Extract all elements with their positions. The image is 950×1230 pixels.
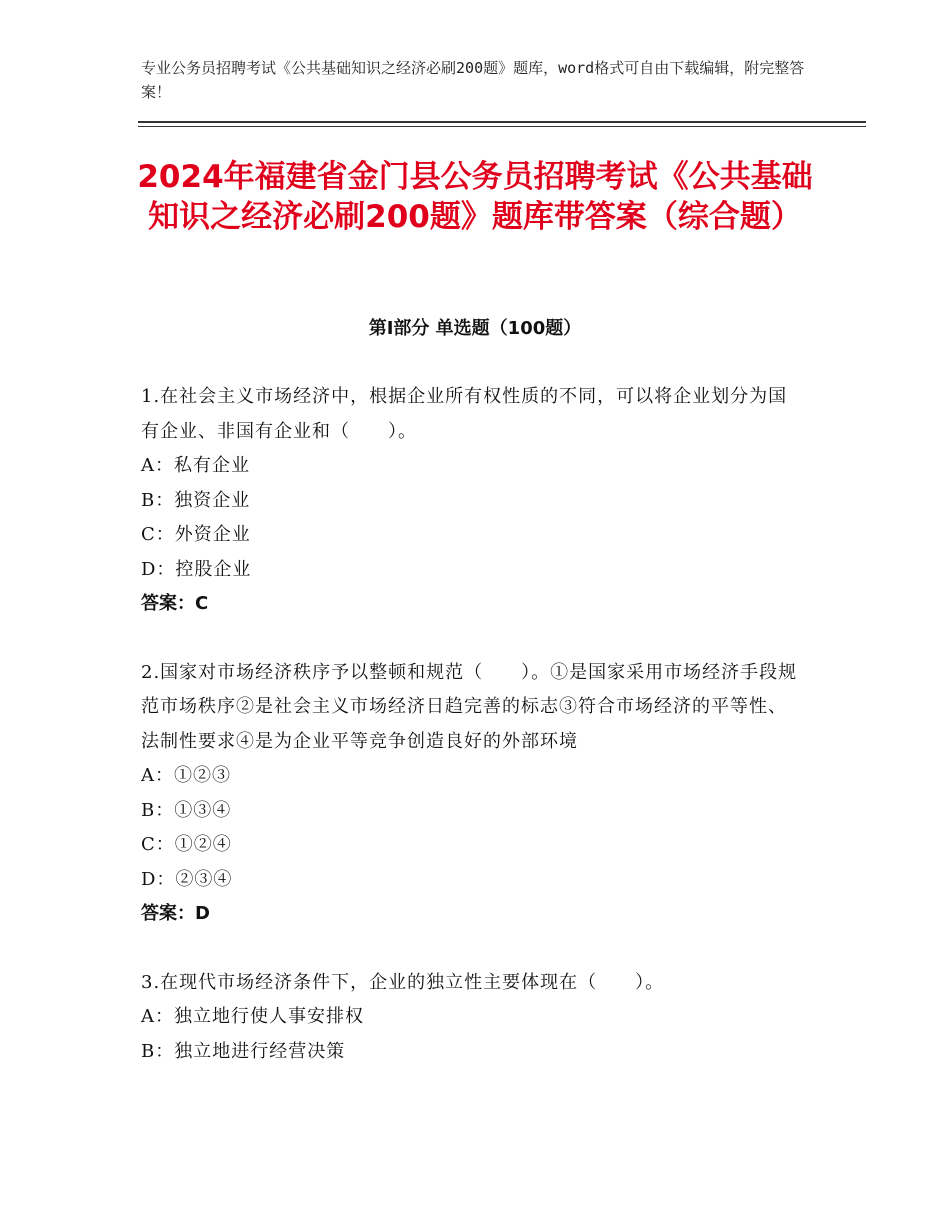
option-a: A：独立地行使人事安排权 xyxy=(141,1006,364,1027)
option-d: D：②③④ xyxy=(141,868,233,890)
question-stem: 3.在现代市场经济条件下，企业的独立性主要体现在（ ）。 xyxy=(141,971,665,993)
option-b: B：独资企业 xyxy=(141,489,251,511)
question-stem: 1.在社会主义市场经济中，根据企业所有权性质的不同，可以将企业划分为国有企业、非国有企业和（ ）。 xyxy=(141,386,788,442)
option-b: B：①③④ xyxy=(141,799,232,821)
header-note: 专业公务员招聘考试《公共基础知识之经济必刷200题》题库，word格式可自由下载编辑，附完整答案！ xyxy=(141,59,805,101)
option-b: B：独立地进行经营决策 xyxy=(141,1040,346,1062)
question-list xyxy=(141,380,801,1103)
question-1 xyxy=(141,380,801,622)
option-a: A：①②③ xyxy=(141,765,231,786)
section-title: 第Ⅰ部分 单选题（100题） xyxy=(368,318,582,339)
question-2 xyxy=(141,656,801,932)
header-divider-thin xyxy=(138,126,866,127)
document-title: 2024年福建省金门县公务员招聘考试《公共基础知识之经济必刷200题》题库带答案（综合题） xyxy=(137,159,813,235)
option-c: C：外资企业 xyxy=(141,524,251,545)
header-divider-thick xyxy=(138,121,866,123)
question-stem: 2.国家对市场经济秩序予以整顿和规范（ ）。①是国家采用市场经济手段规范市场秩序②是社会主义市场经济日趋完善的标志③符合市场经济的平等性、法制性要求④是为企业平等竞争创造良好的外部环境 xyxy=(141,661,798,752)
answer: 答案：C xyxy=(141,593,209,614)
option-c: C：①②④ xyxy=(141,834,232,855)
option-a: A：私有企业 xyxy=(141,455,250,476)
answer: 答案：D xyxy=(141,903,210,924)
option-d: D：控股企业 xyxy=(141,558,252,580)
question-3 xyxy=(141,966,801,1070)
